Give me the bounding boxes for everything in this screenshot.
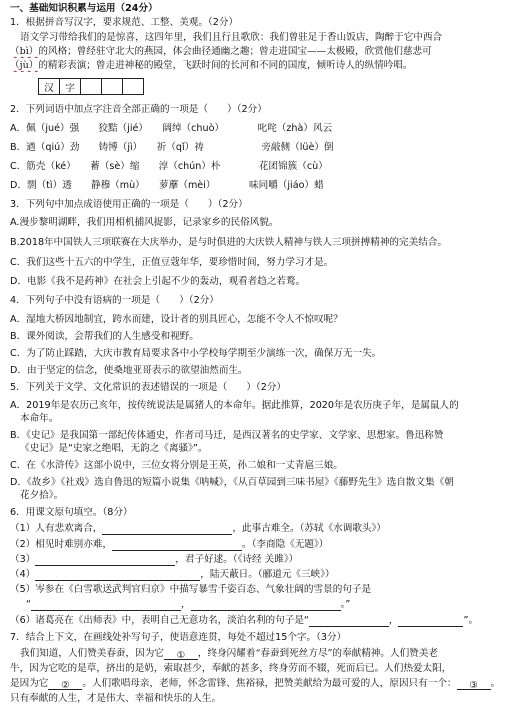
grid-cell[interactable]: 汉 — [39, 79, 60, 95]
answer-blank[interactable] — [35, 570, 200, 581]
q2-option-b[interactable]: B．遒（qiú）劲 铸博（jì） 祈（qǐ）祷 旁敲侧（lüè）倒 — [10, 142, 334, 153]
comma: ， — [180, 599, 191, 610]
q3-option-a[interactable]: A.漫步黎明湖畔，我们用相机捕风捉影，记录家乡的民俗风貌。 — [10, 217, 279, 228]
q6-line-5-answer — [26, 598, 524, 611]
q1-passage-line-2 — [10, 45, 524, 58]
answer-blank[interactable] — [31, 600, 181, 611]
q4-option-b[interactable]: B．课外阅读，会帮我们的人生感受和视野。 — [10, 331, 199, 342]
q4-stem: 4．下列句子中没有语病的一项是（ ）（2分） — [10, 295, 219, 306]
q3-option-c[interactable]: C．我们这些十五六的中学生，正值豆蔻年华，要珍惜时间，努力学习才是。 — [10, 257, 334, 268]
q1-passage-line-1: 语文学习带给我们的是惊喜，这四年里，我们且行且歌欣：我们曾驻足于香山饭店，陶醉于它中西合 — [20, 32, 443, 43]
q1-passage-line-3 — [10, 59, 524, 72]
grid-cell[interactable] — [123, 79, 144, 95]
answer-blank-3[interactable]: ③ — [457, 679, 491, 690]
pinyin-bi: （bì） — [10, 46, 39, 57]
open-quote: “ — [26, 599, 31, 610]
q6-l2-prefix: （2）相见时难别亦难， — [10, 539, 113, 550]
q6-line-4 — [10, 568, 524, 581]
q5-option-b[interactable]: B．《史记》是我国第一部纪传体通史，作者司马迁，是西汉著名的史学家、文学家、思想家。鲁迅称赞 — [10, 430, 444, 441]
q7-passage-line-4: 只有奉献的人生，才是伟大、幸福和快乐的人生。 — [10, 693, 222, 704]
q6-line-3 — [10, 553, 524, 566]
q7-p1a: 我们知道，人们赞美春蚕，因为它 — [20, 648, 164, 659]
q2-option-c[interactable]: C．筋壳（ké） 蓄（sè）缩 淳（chún）朴 花团锦簇（cù） — [10, 161, 328, 172]
q2-stem: 2．下列词语中加点字注音全部正确的一项是（ ）（2分） — [10, 104, 267, 115]
grid-cell[interactable]: 字 — [60, 79, 81, 95]
q7-p3a: 是因为它 — [10, 678, 49, 689]
character-writing-grid — [38, 78, 144, 95]
answer-blank[interactable] — [35, 555, 175, 566]
q7-stem: 7．结合上下文，在画线处补写句子，使语意连贯，每处不超过15个字。（3分） — [10, 632, 347, 643]
q6-stem: 6．用课文原句填空。（8分） — [10, 507, 133, 518]
q6-line-6 — [10, 614, 524, 627]
answer-blank[interactable] — [112, 540, 242, 551]
q5-option-c[interactable]: C．在《水浒传》这部小说中，三位女将分别是王英，孙二娘和一丈青扈三娘。 — [10, 460, 343, 471]
answer-blank[interactable] — [309, 616, 389, 627]
q6-line-5: （5）岑参在《白雪歌送武判官归京》中描写暴雪千姿百态、气象壮阔的雪景的句子是 — [10, 584, 372, 595]
q7-p3c: 。 — [490, 678, 501, 689]
q3-option-d[interactable]: D．电影《我不是药神》在社会上引起不少的轰动，观看者趋之若鹜。 — [10, 276, 306, 287]
q3-option-b[interactable]: B.2018年中国铁人三项联赛在大庆举办，是与时俱进的大庆铁人精神与铁人三项拼搏精神的完美结合。 — [10, 237, 447, 248]
q5-option-d-cont: 花夕拾》。 — [20, 490, 64, 501]
q4-option-a[interactable]: A．湿地大桥因地制宜，跨水而建，设计者的别具匠心，怎能不令人不惊叹呢？ — [10, 314, 343, 325]
q6-l6-suffix: ”。 — [463, 615, 479, 626]
q6-l3-prefix: （3） — [10, 554, 36, 565]
q7-p3b: 。人们歌唱母亲，老师，怀念雷锋、焦裕禄，把赞美献给为最可爱的人，原因只有一个： — [82, 678, 457, 689]
answer-blank[interactable] — [398, 616, 463, 627]
q5-option-b-cont: 《史记》是“史家之绝唱，无韵之《离骚》”。 — [20, 443, 208, 454]
q6-l1-suffix: ，此事古难全。（苏轼《水调歌头》） — [232, 523, 386, 534]
answer-blank[interactable] — [191, 600, 341, 611]
answer-blank-1[interactable]: ① — [164, 649, 198, 660]
q1-passage-line-2-text: 的风格；曾经驻守北大的燕园，体会曲径通幽之趣；曾走进国宝——太极殿，欣赏他们慈悲可 — [38, 46, 432, 57]
q2-option-a[interactable]: A．佩（jué）强 狡黠（jié） 阔绰（chuò） 叱咤（zhà）风云 — [10, 123, 333, 134]
q6-l6-prefix: （6）诸葛亮在《出师表》中，表明自己无意功名，淡泊名利的句子是“ — [10, 615, 309, 626]
answer-blank[interactable] — [102, 524, 232, 535]
q7-passage-line-3 — [10, 677, 524, 690]
section-title: 一、基础知识积累与运用（24分） — [10, 3, 158, 14]
q6-line-1 — [10, 522, 524, 535]
comma: ， — [388, 615, 399, 626]
q4-option-c[interactable]: C．为了防止踩踏，大庆市教育局要求各中小学校每学期至少演练一次，确保万无一失。 — [10, 348, 382, 359]
q1-stem: 1．根据拼音写汉字，要求规范、工整、美观。（2分） — [10, 17, 239, 28]
answer-blank-2[interactable]: ② — [48, 679, 82, 690]
q7-p1b: ，终身闪耀着“春蚕到死丝方尽”的奉献精神。人们赞美老 — [197, 648, 438, 659]
q5-option-a[interactable]: A．2019年是农历己亥年，按传统说法是属猪人的本命年。据此推算，2020年是农历庚子年，是属鼠人的 — [10, 400, 459, 411]
grid-cell[interactable] — [102, 79, 123, 95]
q6-l2-suffix: 。（李商隐《无题》） — [242, 539, 329, 550]
q6-l3-suffix: ，君子好逑。（《诗经 关雎》） — [175, 554, 299, 565]
q5-stem: 5．下列关于文学、文化常识的表述错误的一项是（ ）（2分） — [10, 382, 287, 393]
q5-option-a-cont: 本命年。 — [20, 413, 59, 424]
q5-option-d[interactable]: D．《故乡》《社戏》选自鲁迅的短篇小说集《呐喊》，《从百草园到三味书屋》《藤野先生》选自散文集《朝 — [10, 477, 454, 488]
q1-passage-line-3-text: 的精彩表演；曾走进神秘的殿堂，飞跃时间的长河和不同的国度，倾听诗人的纵情吟唱。 — [38, 60, 413, 71]
close-quote: 。” — [340, 599, 351, 610]
q6-l1-prefix: （1）人有悲欢离合， — [10, 523, 103, 534]
q2-option-d[interactable]: D．剽（tì）透 静穆（mù） 萝藦（mèi） 味同嚼（jiáo）蜡 — [10, 180, 324, 191]
q6-l4-prefix: （4） — [10, 569, 36, 580]
grid-cell[interactable] — [81, 79, 102, 95]
q4-option-d[interactable]: D．由于坚定的信念，使桑地亚哥表示的欲望油然而生。 — [10, 365, 248, 376]
pinyin-ju: （jù） — [10, 60, 39, 71]
q3-stem: 3．下列句中加点成语使用正确的一项是（ ）（2分） — [10, 199, 248, 210]
q6-line-2 — [10, 538, 524, 551]
q6-l4-suffix: ，陆天蔽日。（郦道元《三峡》） — [200, 569, 335, 580]
q7-passage-line-1 — [20, 647, 524, 660]
q7-passage-line-2: 牛，因为它吃的是草，挤出的是奶，索取甚少，奉献的甚多，终身劳而不辍，死而后已。人们热爱太阳， — [10, 663, 452, 674]
